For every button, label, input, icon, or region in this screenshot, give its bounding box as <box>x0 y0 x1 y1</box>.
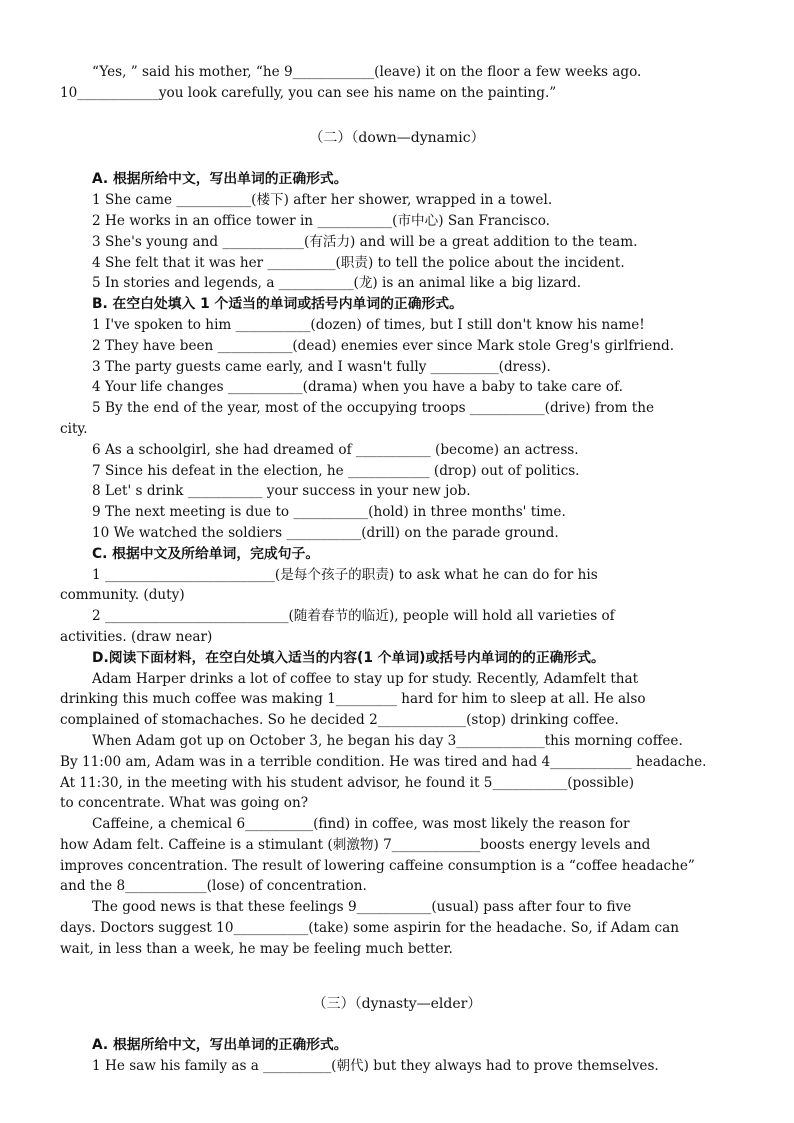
passage-line: and the 8____________(lose) of concentration. <box>60 878 367 895</box>
exercise-item: 5 In stories and legends, a ___________(龙) is an animal like a big lizard. <box>92 275 582 292</box>
passage-line: When Adam got up on October 3, he began his day 3_____________this morning coffee. <box>92 732 683 749</box>
passage-line: Caffeine, a chemical 6__________(find) in coffee, was most likely the reason for <box>92 816 630 833</box>
passage-line: By 11:00 am, Adam was in a terrible condition. He was tired and had 4____________ headache. <box>60 753 707 770</box>
exercise-item: 4 She felt that it was her __________(职责) to tell the police about the incident. <box>92 254 625 271</box>
exercise-item: 2 They have been ___________(dead) enemies ever since Mark stole Greg's girlfriend. <box>92 337 675 354</box>
passage-line: 10____________you look carefully, you can see his name on the painting.” <box>60 84 557 101</box>
passage-line: “Yes, ” said his mother, “he 9____________(leave) it on the floor a few weeks ago. <box>92 64 642 80</box>
exercise-item: 2 He works in an office tower in ___________(市中心) San Francisco. <box>92 212 550 229</box>
exercise-item: 4 Your life changes ___________(drama) when you have a baby to take care of. <box>92 379 623 396</box>
section-title: （三）（dynasty—elder） <box>312 995 482 1012</box>
exercise-item: 1 She came ___________(楼下) after her shower, wrapped in a towel. <box>92 192 553 209</box>
exercise-item: 8 Let' s drink ___________ your success in your new job. <box>92 483 471 500</box>
exercise-item-continued: community. (duty) <box>60 587 185 604</box>
passage-line: to concentrate. What was going on? <box>60 795 309 812</box>
part-heading: D.阅读下面材料，在空白处填入适当的内容(1 个单词)或括号内单词的的正确形式。 <box>92 649 605 666</box>
exercise-item: 5 By the end of the year, most of the occupying troops ___________(drive) from the <box>92 400 655 417</box>
exercise-item: 10 We watched the soldiers ___________(drill) on the parade ground. <box>92 524 559 541</box>
passage-line: wait, in less than a week, he may be feeling much better. <box>60 940 453 957</box>
passage-line: how Adam felt. Caffeine is a stimulant (刺激物) 7_____________boosts energy levels and <box>60 836 651 853</box>
exercise-item: 1 _________________________(是每个孩子的职责) to ask what he can do for his <box>92 566 598 583</box>
part-heading: B. 在空白处填入 1 个适当的单词或括号内单词的正确形式。 <box>92 296 463 313</box>
exercise-item: 2 ___________________________(随着春节的临近), people will hold all varieties of <box>92 608 615 625</box>
exercise-item-continued: activities. (draw near) <box>60 628 213 645</box>
exercise-item-continued: city. <box>60 420 88 437</box>
passage-line: drinking this much coffee was making 1_________ hard for him to sleep at all. He also <box>60 691 646 708</box>
part-heading: C. 根据中文及所给单词，完成句子。 <box>92 545 320 562</box>
exercise-item: 1 He saw his family as a __________(朝代) but they always had to prove themselves. <box>92 1058 659 1075</box>
exercise-item: 3 She's young and ____________(有活力) and will be a great addition to the team. <box>92 233 638 250</box>
exercise-item: 6 As a schoolgirl, she had dreamed of ___________ (become) an actress. <box>92 441 579 458</box>
exercise-item: 9 The next meeting is due to ___________(hold) in three months' time. <box>92 504 566 521</box>
passage-line: Adam Harper drinks a lot of coffee to stay up for study. Recently, Adamfelt that <box>92 670 639 687</box>
exercise-item: 7 Since his defeat in the election, he ____________ (drop) out of politics. <box>92 462 580 479</box>
document-page <box>60 62 734 1077</box>
exercise-item: 1 I've spoken to him ___________(dozen) of times, but I still don't know his name! <box>92 316 645 333</box>
part-heading: A. 根据所给中文，写出单词的正确形式。 <box>92 171 348 188</box>
passage-line: The good news is that these feelings 9___________(usual) pass after four to five <box>92 899 632 916</box>
section-title: （二）（down—dynamic） <box>309 129 485 146</box>
passage-line: improves concentration. The result of lowering caffeine consumption is a “coffee headache” <box>60 857 695 874</box>
exercise-item: 3 The party guests came early, and I wasn't fully __________(dress). <box>92 358 551 375</box>
part-heading: A. 根据所给中文，写出单词的正确形式。 <box>92 1037 348 1054</box>
passage-line: At 11:30, in the meeting with his student advisor, he found it 5___________(possible) <box>60 774 635 791</box>
passage-line: complained of stomachaches. So he decided 2_____________(stop) drinking coffee. <box>60 712 619 729</box>
passage-line: days. Doctors suggest 10___________(take) some aspirin for the headache. So, if Adam can <box>60 920 680 937</box>
